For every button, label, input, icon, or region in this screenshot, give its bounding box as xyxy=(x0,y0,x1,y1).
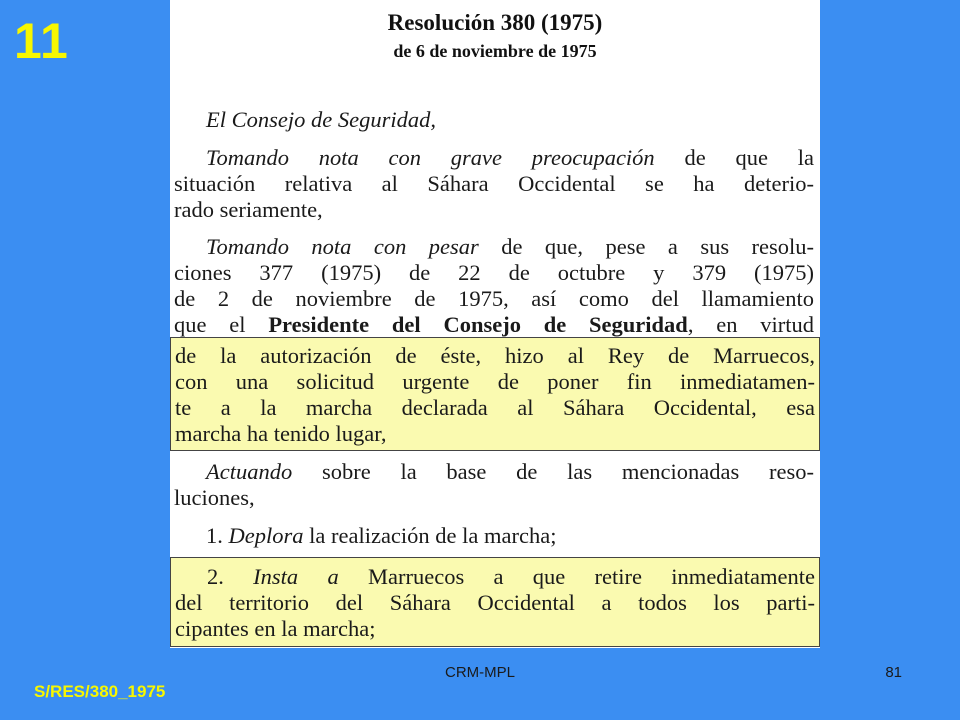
hl2-line-2: del territorio del Sáhara Occidental a todos los parti- xyxy=(175,590,815,615)
p3-line-3: de 2 de noviembre de 1975, así como del llamamiento xyxy=(174,286,814,311)
p4-rest: sobre la base de las mencionadas reso- xyxy=(292,459,814,484)
hl1-line-1: de la autorización de éste, hizo al Rey de Marruecos, xyxy=(175,343,815,368)
item-1 xyxy=(174,523,814,549)
p3-l4-a: que el xyxy=(174,312,269,337)
p3-l4-president: Presidente del Consejo de Seguridad xyxy=(268,312,688,337)
item-1-number: 1. xyxy=(206,523,229,548)
slide-number: 11 xyxy=(14,13,69,69)
hl1-line-3: te a la marcha declarada al Sáhara Occidental, esa xyxy=(175,395,815,420)
footer-label: CRM-MPL xyxy=(445,664,515,681)
hl2-line-1 xyxy=(175,564,815,590)
hl1-line-4: marcha ha tenido lugar, xyxy=(175,421,387,446)
p3-line-4 xyxy=(174,312,814,338)
document-scan xyxy=(170,0,820,648)
p4-line-2: luciones, xyxy=(174,485,255,510)
highlight-box-2 xyxy=(170,557,820,647)
p2-emphasis: Tomando nota con grave preocupación xyxy=(206,145,655,170)
p3-rest: de que, pese a sus resolu- xyxy=(478,234,815,259)
item-2-rest: Marruecos a que retire inmediatamente xyxy=(338,564,816,589)
p3-line-1 xyxy=(174,234,814,260)
page-number: 81 xyxy=(885,664,902,681)
preamble-council xyxy=(174,107,814,133)
highlight-box-1 xyxy=(170,337,820,451)
p2-line-2: situación relativa al Sáhara Occidental se ha deterio- xyxy=(174,171,814,196)
resolution-title: Resolución 380 (1975) xyxy=(387,10,603,35)
item-2-number: 2. xyxy=(207,564,254,589)
p3-line-2: ciones 377 (1975) de 22 de octubre y 379 (1975) xyxy=(174,260,814,285)
p3-emphasis: Tomando nota con pesar xyxy=(206,234,479,259)
p2-rest: de que la xyxy=(654,145,814,170)
document-reference: S/RES/380_1975 xyxy=(34,682,166,701)
p4-line-1 xyxy=(174,459,814,485)
p4-emphasis: Actuando xyxy=(206,459,293,484)
council-text: El Consejo de Seguridad, xyxy=(206,107,436,132)
resolution-date: de 6 de noviembre de 1975 xyxy=(393,41,597,61)
p2-line-3: rado seriamente, xyxy=(174,197,323,222)
hl1-line-2: con una solicitud urgente de poner fin inmediatamen- xyxy=(175,369,815,394)
p3-l4-c: , en virtud xyxy=(687,312,814,337)
p2-line-1 xyxy=(174,145,814,171)
item-2-emphasis: Insta a xyxy=(253,564,339,589)
item-1-emphasis: Deplora xyxy=(228,523,304,548)
hl2-line-3: cipantes en la marcha; xyxy=(175,616,376,641)
item-1-rest: la realización de la marcha; xyxy=(303,523,557,548)
